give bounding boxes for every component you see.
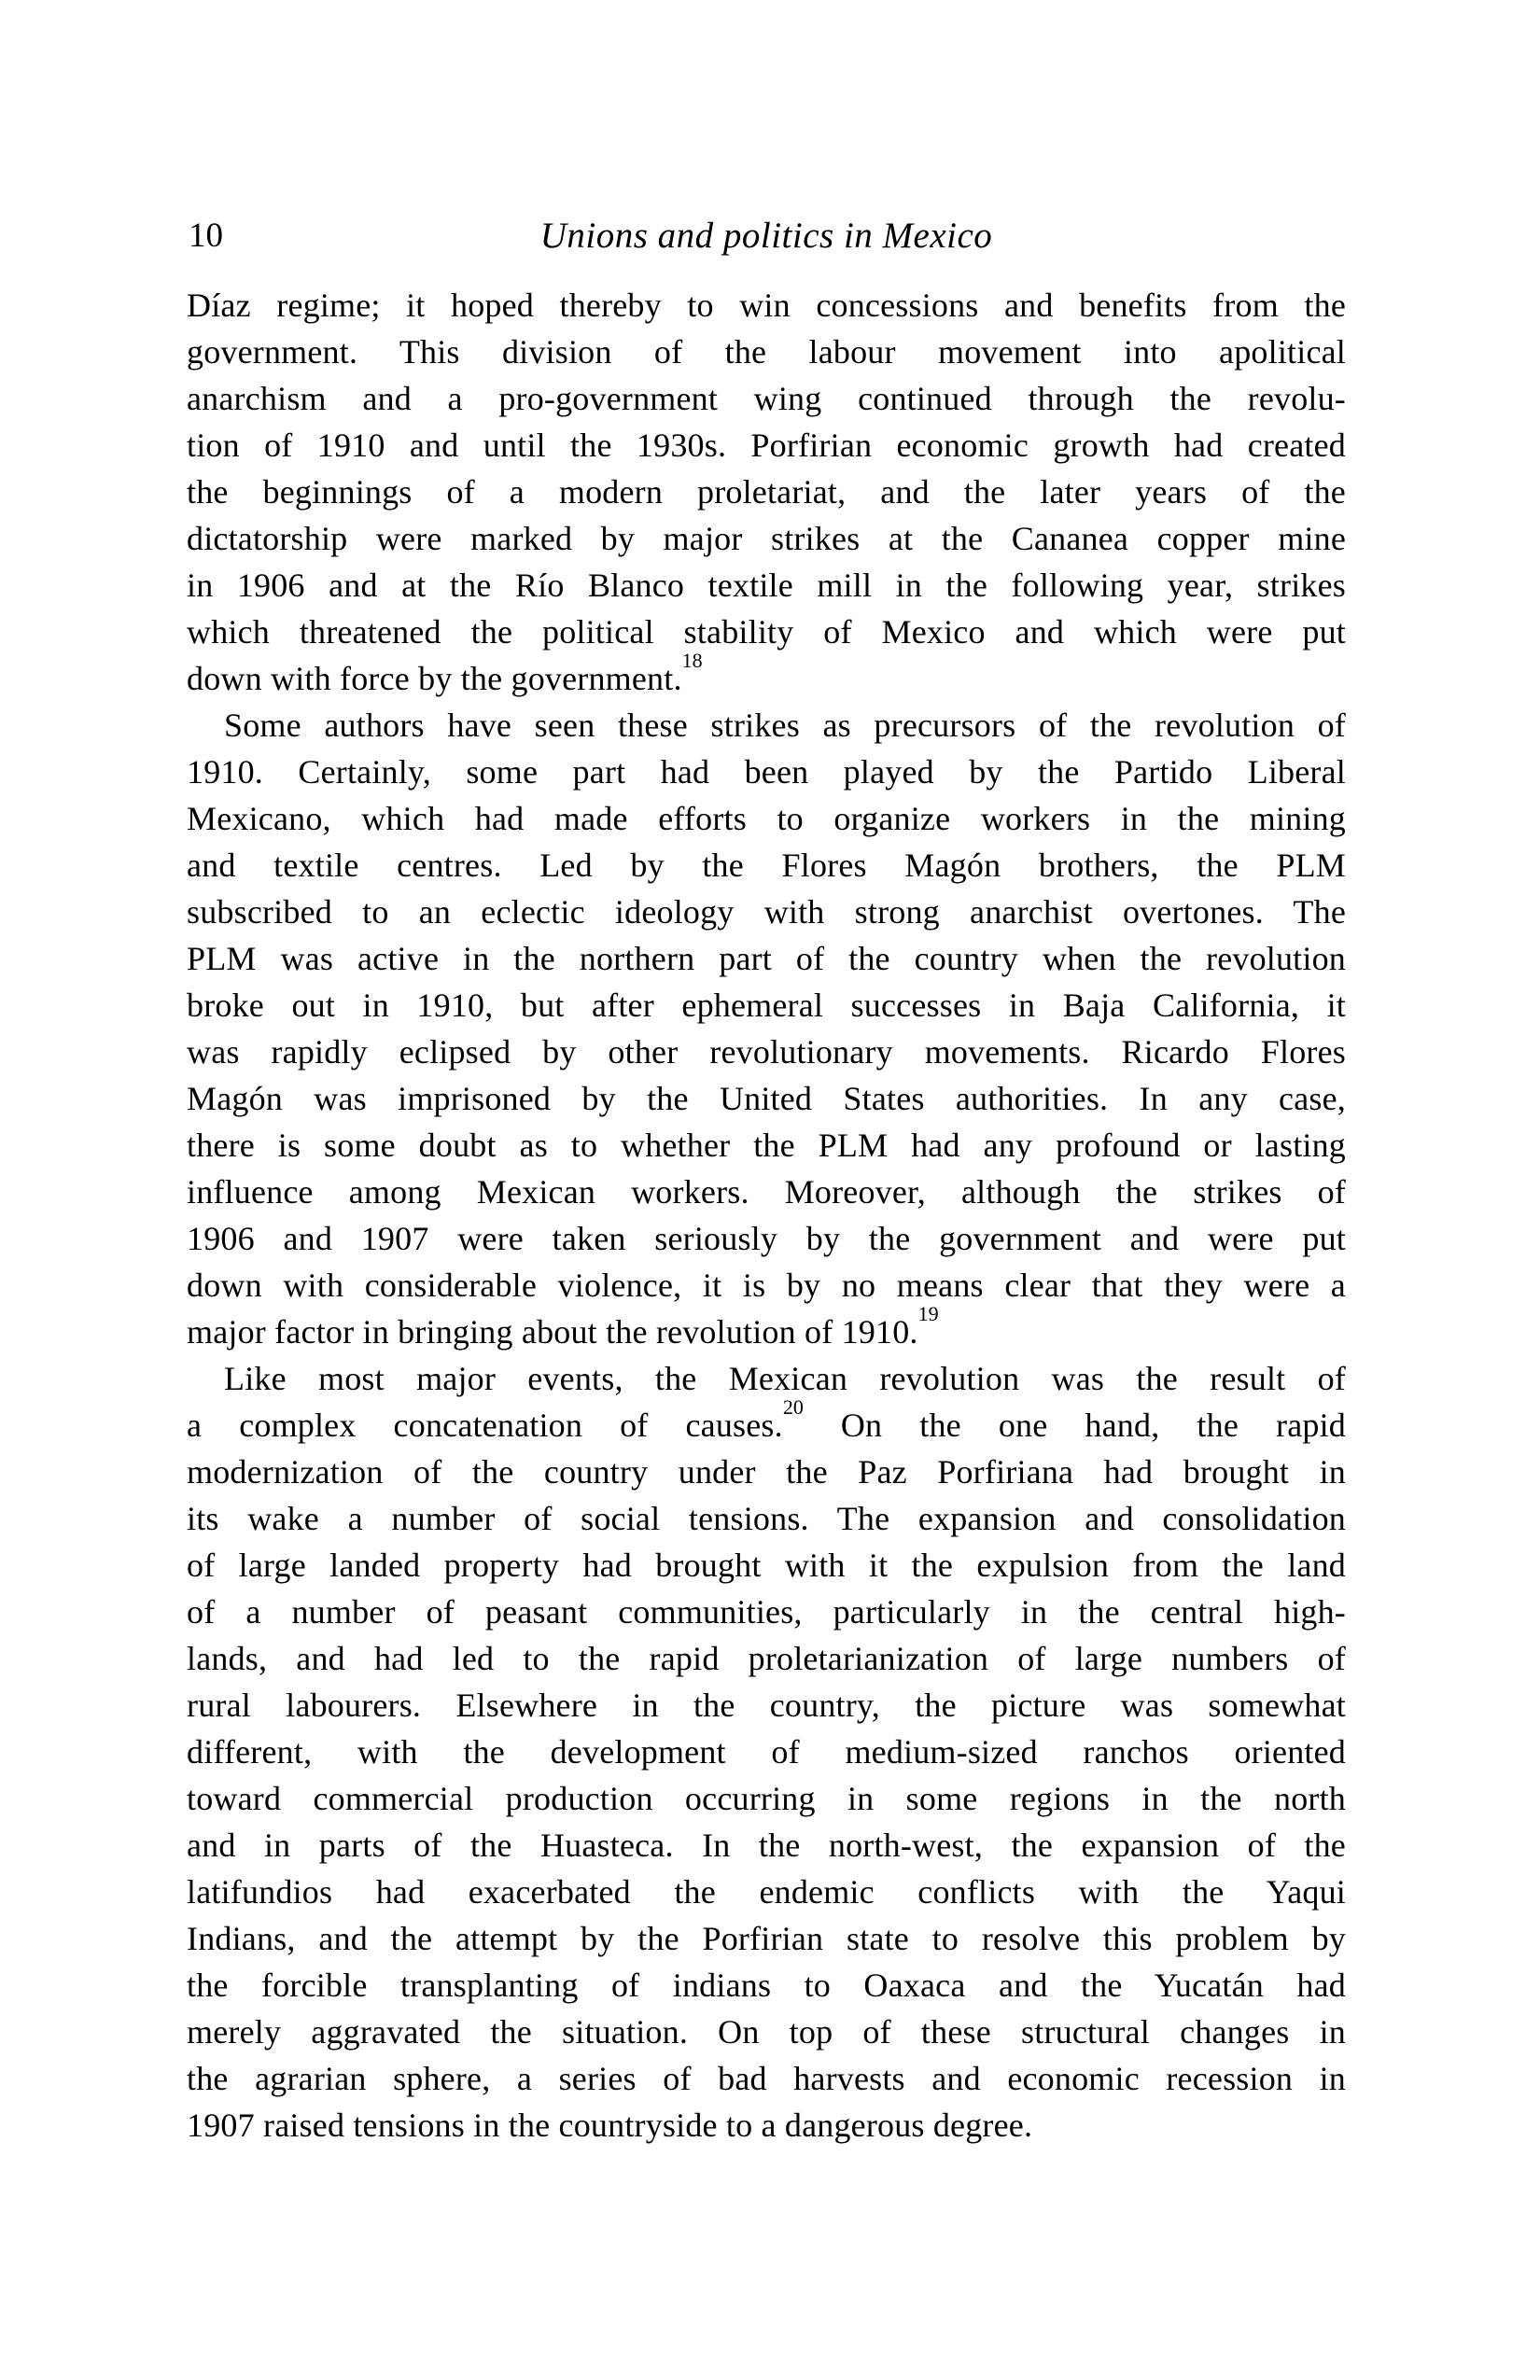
- text-line: anarchism and a pro-government wing continued through the revolu-: [187, 380, 1346, 417]
- text-line: the beginnings of a modern proletariat, and the later years of the: [187, 473, 1346, 511]
- text-line: tion of 1910 and until the 1930s. Porfirian economic growth had created: [187, 427, 1346, 464]
- running-title: Unions and politics in Mexico: [539, 216, 993, 256]
- footnote-marker: 19: [917, 1302, 939, 1325]
- text-line: modernization of the country under the Paz Porfiriana had brought in: [187, 1453, 1346, 1491]
- text-line: Mexicano, which had made efforts to organize workers in the mining: [187, 800, 1346, 837]
- text-line: in 1906 and at the Río Blanco textile mill in the following year, strikes: [187, 567, 1346, 604]
- text-line: its wake a number of social tensions. The expansion and consolidation: [187, 1500, 1346, 1537]
- text-line: subscribed to an eclectic ideology with strong anarchist overtones. The: [187, 893, 1346, 931]
- text-line: of a number of peasant communities, particularly in the central high-: [187, 1593, 1346, 1631]
- text-line: dictatorship were marked by major strikes at the Cananea copper mine: [187, 520, 1346, 557]
- text-line: rural labourers. Elsewhere in the country, the picture was somewhat: [187, 1687, 1346, 1724]
- page-body: [187, 282, 1346, 2149]
- text-line: merely aggravated the situation. On top of these structural changes in: [187, 2013, 1346, 2051]
- text-line: Díaz regime; it hoped thereby to win concessions and benefits from the: [187, 287, 1346, 324]
- text-line: which threatened the political stability of Mexico and which were put: [187, 613, 1346, 651]
- text-line: the forcible transplanting of indians to Oaxaca and the Yucatán had: [187, 1967, 1346, 2004]
- text-line: and in parts of the Huasteca. In the north-west, the expansion of the: [187, 1827, 1346, 1864]
- text-line: toward commercial production occurring in some regions in the north: [187, 1780, 1346, 1817]
- text-line: down with force by the government.$^{18}$: [187, 649, 703, 697]
- page-number: 10: [189, 217, 223, 255]
- text-line: a complex concatenation of causes.$^{20}$ On the one hand, the rapid: [187, 1395, 1346, 1444]
- text-line: broke out in 1910, but after ephemeral successes in Baja California, it: [187, 987, 1346, 1024]
- text-line: latifundios had exacerbated the endemic conflicts with the Yaqui: [187, 1873, 1346, 1911]
- text-line: Indians, and the attempt by the Porfirian state to resolve this problem by: [187, 1920, 1346, 1957]
- text-line: Like most major events, the Mexican revolution was the result of: [224, 1360, 1346, 1397]
- text-line: government. This division of the labour movement into apolitical: [187, 333, 1346, 371]
- footnote-marker: 18: [681, 649, 703, 672]
- text-line: down with considerable violence, it is by no means clear that they were a: [187, 1267, 1346, 1304]
- text-line: major factor in bringing about the revolution of 1910.19: [187, 1302, 939, 1351]
- text-line: different, with the development of medium-sized ranchos oriented: [187, 1733, 1346, 1771]
- text-line: Some authors have seen these strikes as precursors of the revolution of: [224, 707, 1346, 744]
- text-line: was rapidly eclipsed by other revolutionary movements. Ricardo Flores: [187, 1033, 1346, 1071]
- text-line: Magón was imprisoned by the United States authorities. In any case,: [187, 1080, 1346, 1117]
- text-line: of large landed property had brought with it the expulsion from the land: [187, 1547, 1346, 1584]
- text-line: 1907 raised tensions in the countryside to a dangerous degree.: [187, 2107, 1033, 2144]
- footnote-marker: 20: [782, 1395, 804, 1419]
- text-line: PLM was active in the northern part of the country when the revolution: [187, 940, 1346, 977]
- page-header: [187, 212, 1346, 260]
- text-line: the agrarian sphere, a series of bad harvests and economic recession in: [187, 2060, 1346, 2097]
- text-line: there is some doubt as to whether the PLM had any profound or lasting: [187, 1127, 1346, 1164]
- text-line: and textile centres. Led by the Flores Magón brothers, the PLM: [187, 847, 1346, 884]
- text-line: lands, and had led to the rapid proletarianization of large numbers of: [187, 1640, 1346, 1677]
- text-line: 1906 and 1907 were taken seriously by the government and were put: [187, 1220, 1346, 1257]
- text-line: influence among Mexican workers. Moreover, although the strikes of: [187, 1173, 1346, 1211]
- text-line: 1910. Certainly, some part had been played by the Partido Liberal: [187, 753, 1346, 791]
